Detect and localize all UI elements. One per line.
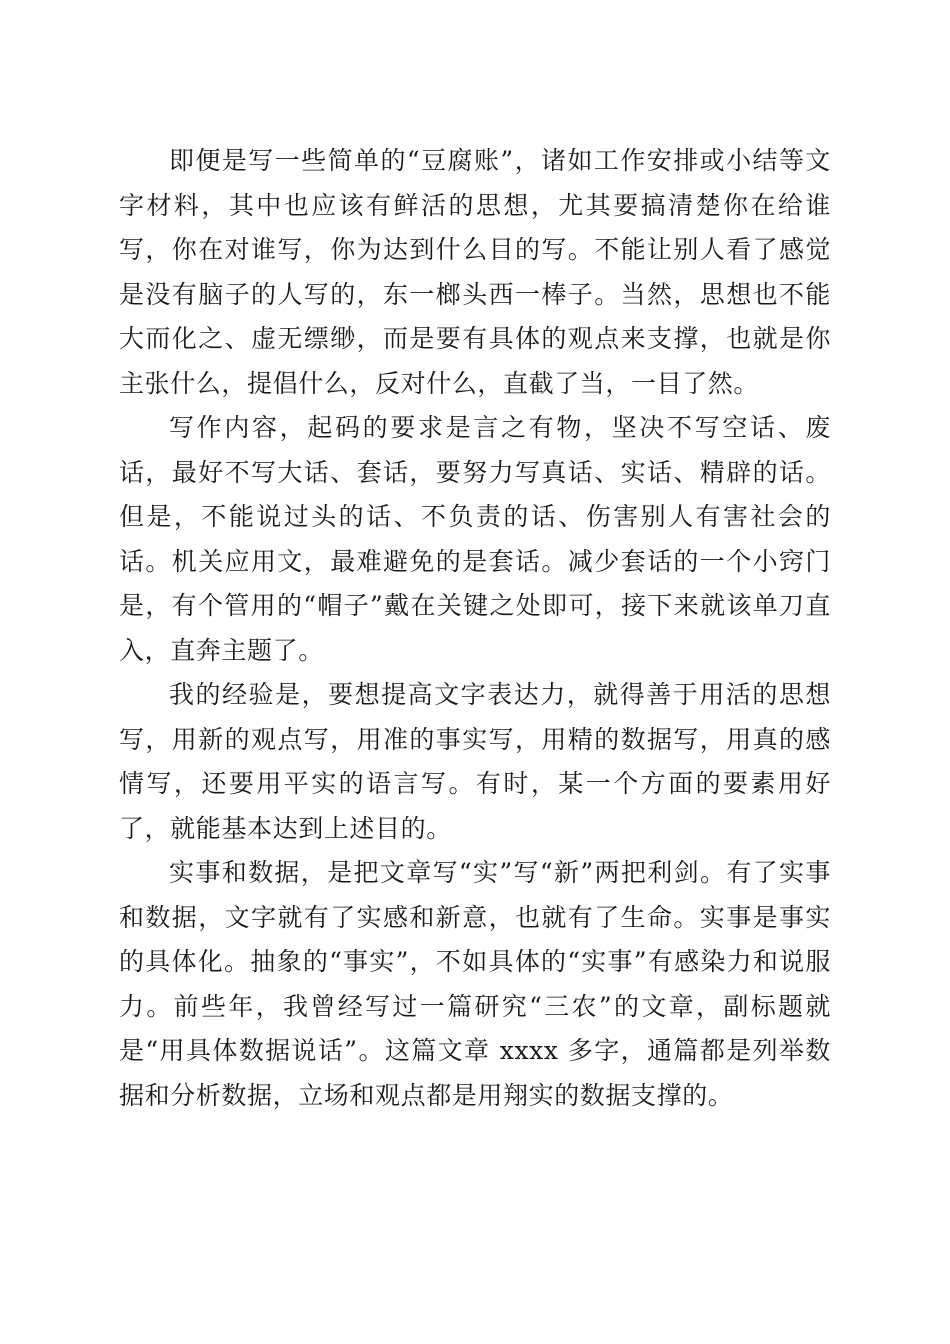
paragraph-3: 我的经验是，要想提高文字表达力，就得善于用活的思想写，用新的观点写，用准的事实写，用精的数据写，用真的感情写，还要用平实的语言写。有时，某一个方面的要素用好了，就能基本达到上述目的。	[119, 680, 831, 843]
paragraph-2: 写作内容，起码的要求是言之有物，坚决不写空话、废话，最好不写大话、套话，要努力写真话、实话、精辟的话。但是，不能说过头的话、不负责的话、伤害别人有害社会的话。机关应用文，最难避免的是套话。减少套话的一个小窍门是，有个管用的“帽子”戴在关键之处即可，接下来就该单刀直入，直奔主题了。	[119, 413, 831, 665]
paragraph-1: 即便是写一些简单的“豆腐账”，诸如工作安排或小结等文字材料，其中也应该有鲜活的思想，尤其要搞清楚你在给谁写，你在对谁写，你为达到什么目的写。不能让别人看了感觉是没有脑子的人写的，东一榔头西一棒子。当然，思想也不能大而化之、虚无缥缈，而是要有具体的观点来支撑，也就是你主张什么，提倡什么，反对什么，直截了当，一目了然。	[119, 146, 831, 398]
paragraph-4: 实事和数据，是把文章写“实”写“新”两把利剑。有了实事和数据，文字就有了实感和新意，也就有了生命。实事是事实的具体化。抽象的“事实”，不如具体的“实事”有感染力和说服力。前些年，我曾经写过一篇研究“三农”的文章，副标题就是“用具体数据说话”。这篇文章 xxxx 多字，通篇都是列举数据和分析数据，立场和观点都是用翔实的数据支撑的。	[119, 858, 831, 1110]
document-body	[119, 139, 831, 1118]
